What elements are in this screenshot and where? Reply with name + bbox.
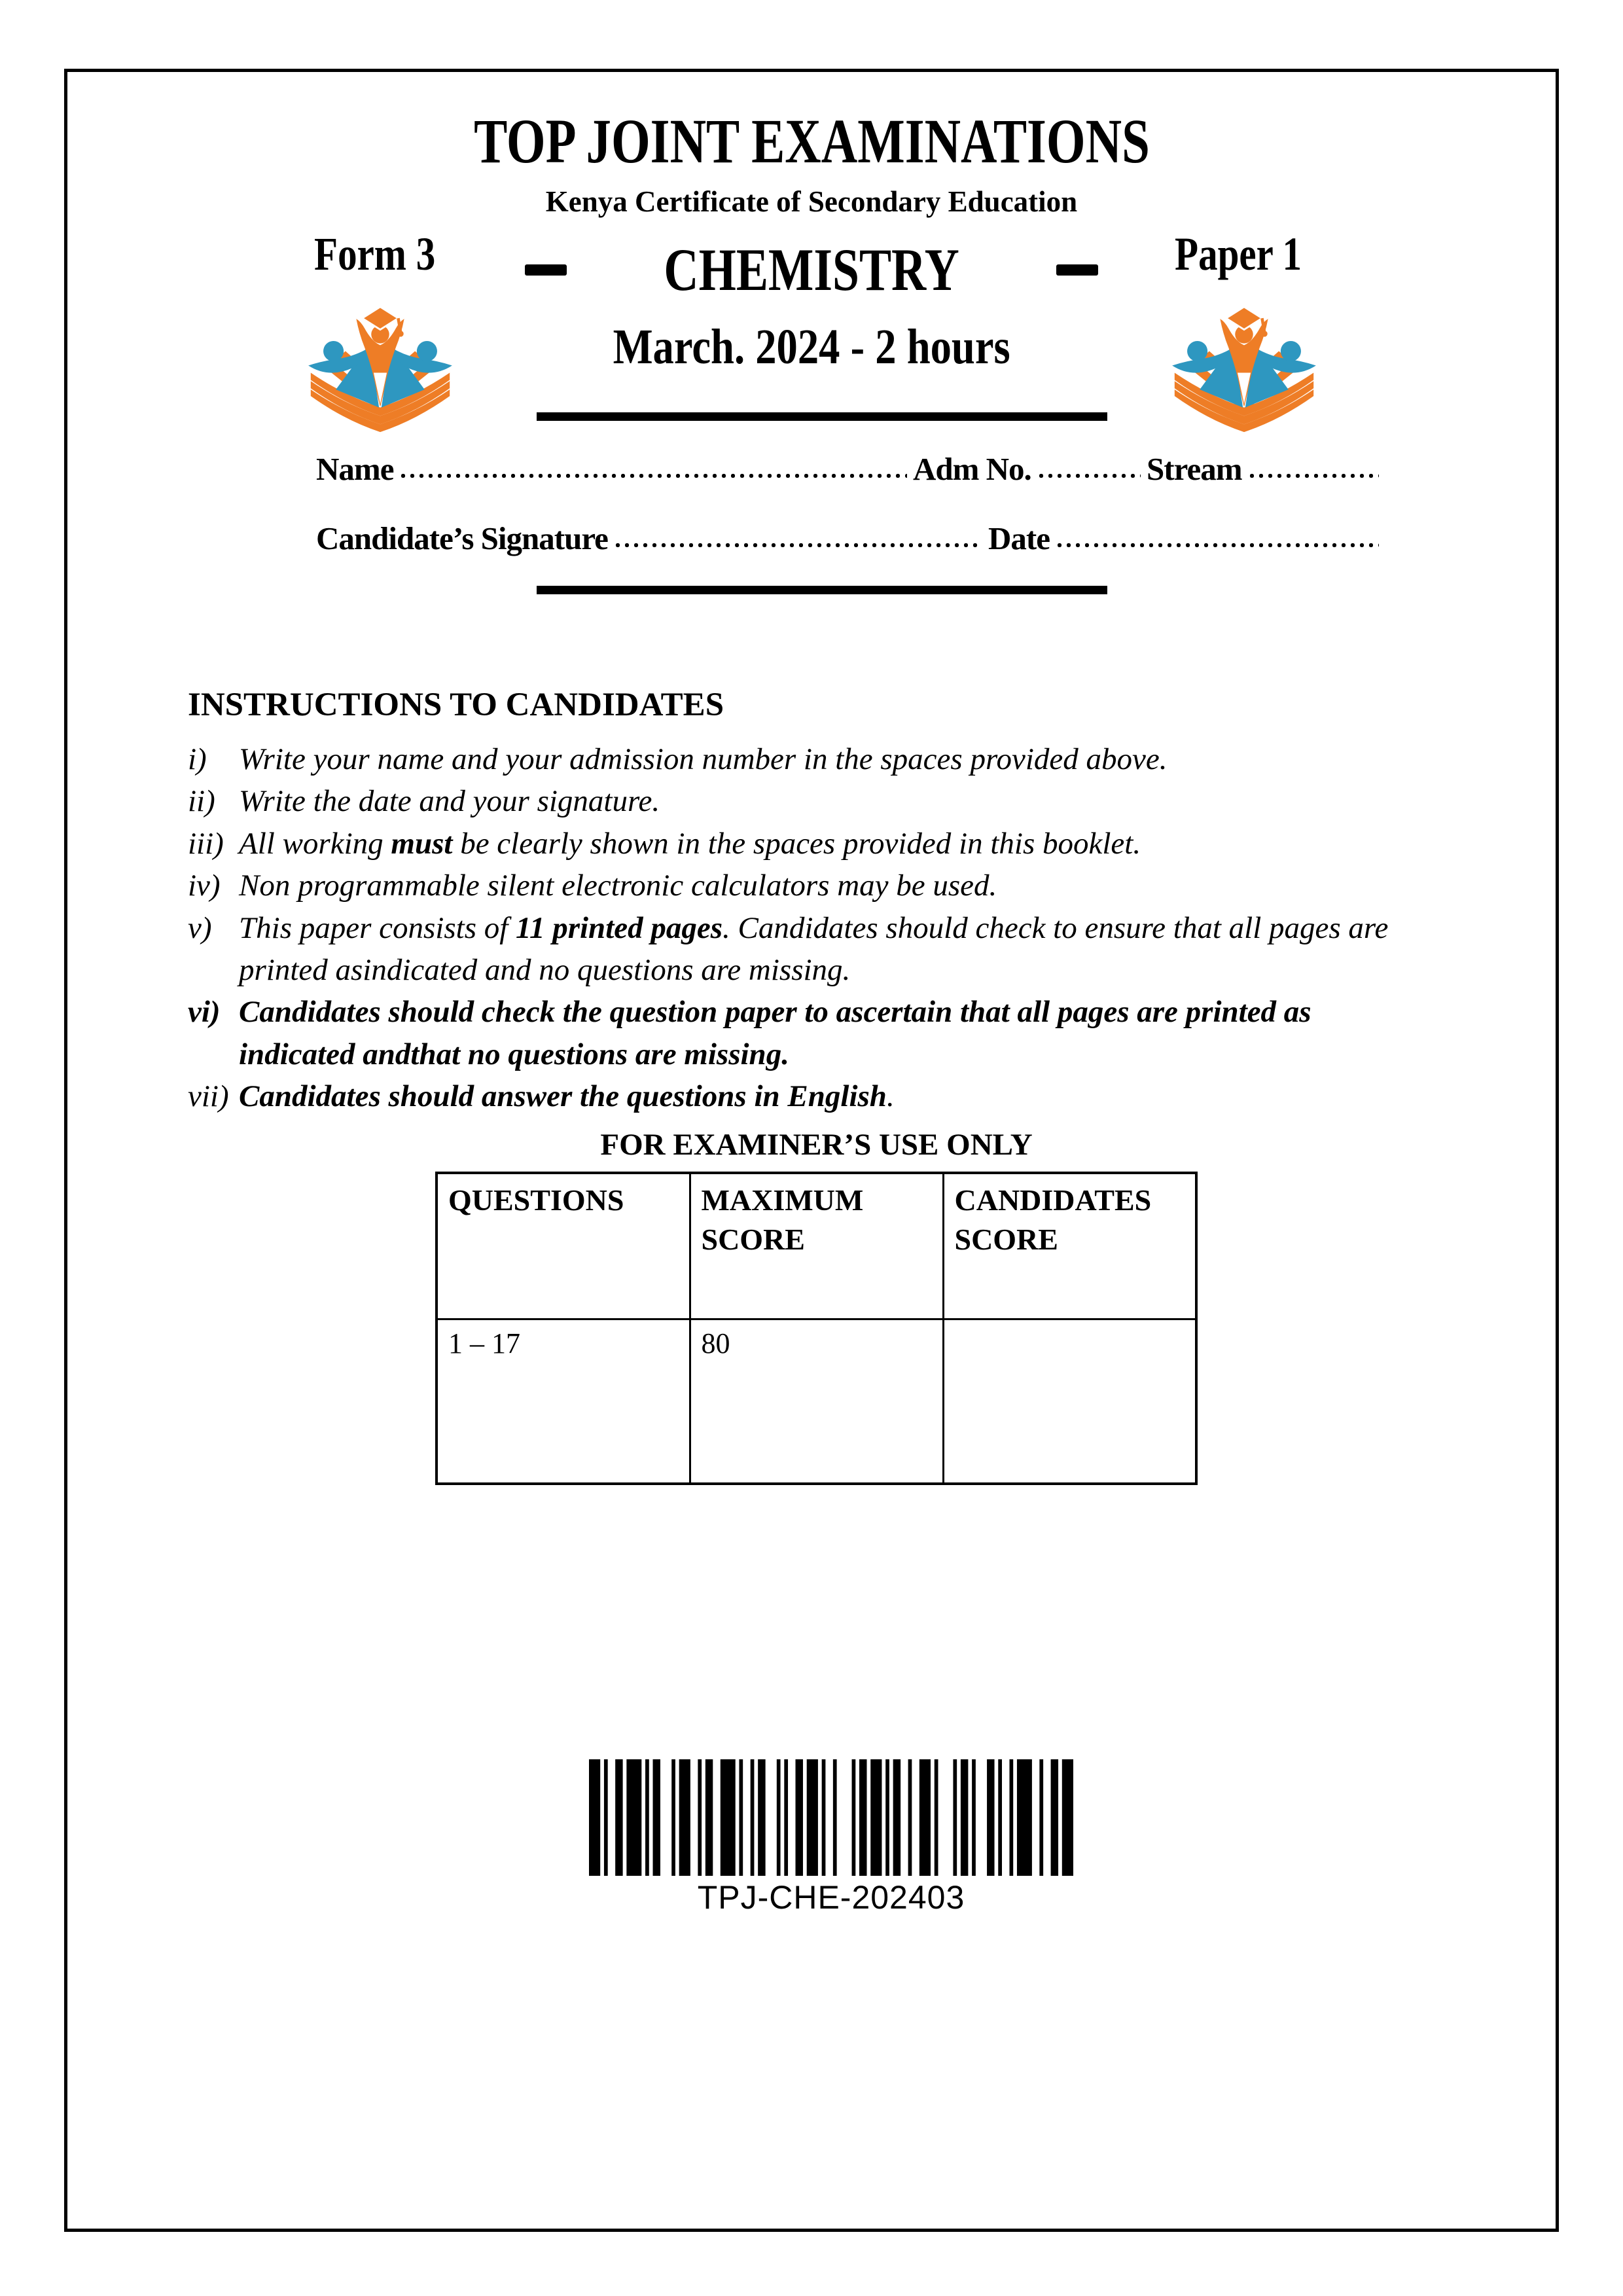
signature-label: Candidate’s Signature [316, 520, 608, 556]
paper-number [1175, 230, 1330, 278]
signature-field-row [316, 522, 1385, 554]
name-blank-field [399, 472, 906, 480]
instruction-text: Non programmable silent electronic calculators may be used. [239, 869, 997, 903]
instruction-item [188, 738, 1421, 780]
subject-title: CHEMISTRY [664, 236, 959, 303]
instruction-text: Write your name and your admission number in the spaces provided above. [239, 742, 1168, 776]
paper-number-text: Paper 1 [1175, 228, 1302, 280]
instruction-number: iii) [188, 826, 224, 861]
barcode-block [589, 1759, 1073, 1916]
instruction-item [188, 823, 1421, 865]
dash-left-icon [525, 264, 567, 276]
adm-no-label: Adm No. [912, 451, 1031, 487]
school-logo-left [302, 289, 458, 435]
stream-label: Stream [1147, 451, 1242, 487]
instruction-number: i) [188, 742, 207, 776]
dash-right-icon [1056, 264, 1098, 276]
instruction-item [188, 865, 1421, 906]
session-text: March. 2024 - 2 hours [613, 319, 1010, 374]
instruction-number: vii) [188, 1079, 229, 1113]
date-blank-field [1056, 541, 1379, 549]
instruction-number: vi) [188, 995, 221, 1030]
examiner-table-header-row [437, 1173, 1196, 1319]
column-header-questions: QUESTIONS [437, 1173, 690, 1319]
column-header-candidates-score: CANDIDATES SCORE [943, 1173, 1196, 1319]
certificate-subtitle: Kenya Certificate of Secondary Education [545, 185, 1078, 218]
column-header-maximum-score: MAXIMUM SCORE [690, 1173, 943, 1319]
instruction-text: Candidates should answer the questions in English. [239, 1079, 895, 1113]
instruction-number: ii) [188, 784, 215, 819]
name-field-row [316, 453, 1385, 485]
instruction-item [188, 780, 1421, 822]
candidates-score-cell [943, 1319, 1196, 1484]
instruction-item [188, 1075, 1421, 1117]
instruction-text: This paper consists of 11 printed pages. Candidates should check to ensure that all pages are printed asindicated and no questions are missing. [239, 910, 1389, 987]
examiner-table [435, 1172, 1198, 1485]
adm-no-blank-field [1037, 472, 1141, 480]
instruction-text: Candidates should check the question paper to ascertain that all pages are printed as indicated andthat no questions are missing. [239, 995, 1311, 1071]
examiner-heading: FOR EXAMINER’S USE ONLY [600, 1128, 1033, 1162]
divider-top [537, 412, 1107, 421]
instruction-item [188, 991, 1421, 1075]
exam-body-title-text: TOP JOINT EXAMINATIONS [473, 106, 1150, 176]
instruction-number: iv) [188, 869, 221, 903]
school-logo-right [1166, 289, 1322, 435]
subject-row [0, 236, 1623, 303]
name-label: Name [316, 451, 394, 487]
instruction-text: All working must be clearly shown in the spaces provided in this booklet. [239, 826, 1141, 861]
instructions-list [188, 738, 1421, 1117]
instruction-number: v) [188, 910, 212, 945]
questions-range-cell: 1 – 17 [437, 1319, 690, 1484]
exam-body-title [0, 106, 1623, 176]
examiner-section [435, 1127, 1198, 1485]
session-line [0, 319, 1623, 374]
date-label: Date [988, 520, 1050, 556]
instruction-text: Write the date and your signature. [239, 784, 660, 819]
stream-blank-field [1248, 472, 1379, 480]
divider-bottom [537, 586, 1107, 594]
examiner-table-data-row [437, 1319, 1196, 1484]
form-level-text: Form 3 [314, 228, 436, 280]
maximum-score-cell: 80 [690, 1319, 943, 1484]
instruction-item [188, 907, 1421, 992]
instructions-section [188, 686, 1421, 1117]
barcode [589, 1759, 1073, 1876]
signature-blank-field [614, 541, 982, 549]
barcode-label: TPJ-CHE-202403 [697, 1879, 965, 1916]
instructions-heading: INSTRUCTIONS TO CANDIDATES [188, 687, 724, 723]
